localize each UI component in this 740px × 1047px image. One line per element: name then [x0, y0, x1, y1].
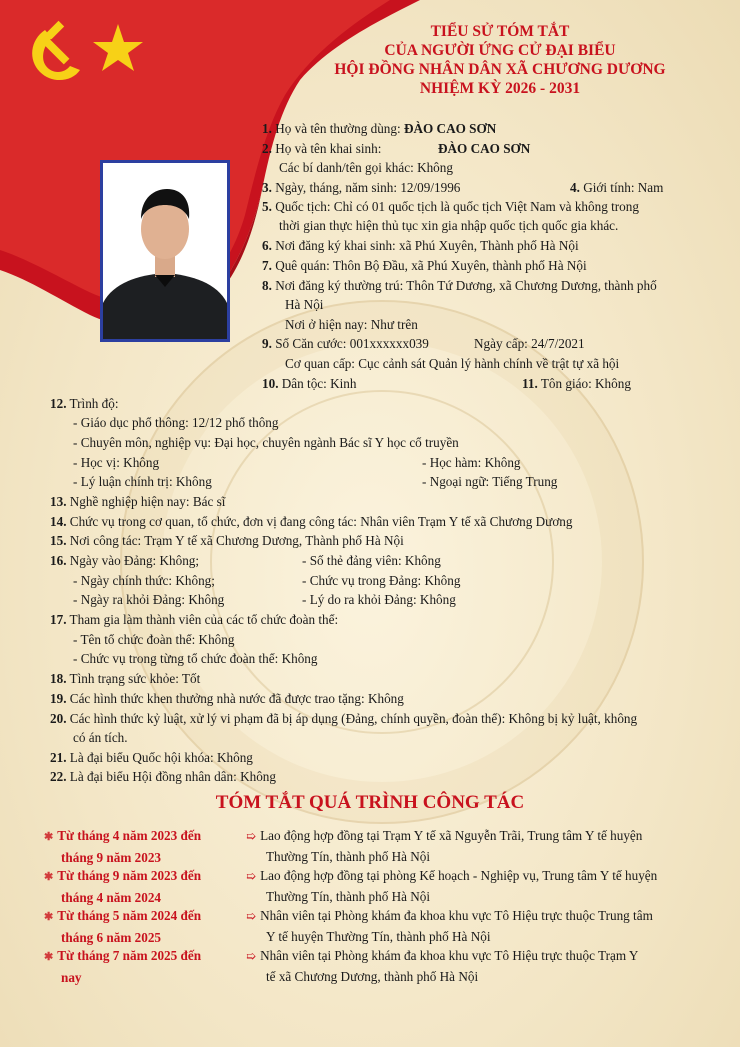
birth-name-value: ĐÀO CAO SƠN [438, 141, 531, 156]
bio-line-8: 8. Nơi đăng ký thường trú: Thôn Tứ Dương, xã Chương Dương, thành phố [262, 278, 657, 293]
arrow-icon: ➯ [246, 829, 257, 843]
bio-line-2b: Các bí danh/tên gọi khác: Không [279, 160, 453, 175]
work-item-3-time: ✱ Từ tháng 5 năm 2024 đến tháng 6 năm 2025 [44, 908, 202, 945]
title-line-4: NHIỆM KỲ 2026 - 2031 [419, 80, 581, 97]
bio-line-17b: - Chức vụ trong từng tổ chức đoàn thể: Không [73, 651, 318, 666]
bio-line-12d: - Lý luận chính trị: Không [73, 474, 212, 489]
bio-line-9b: Cơ quan cấp: Cục cảnh sát Quản lý hành chính về trật tự xã hội [285, 356, 620, 371]
bio-line-11: 11. Tôn giáo: Không [522, 376, 631, 391]
bio-line-1: 1. Họ và tên thường dùng: ĐÀO CAO SƠN [262, 121, 497, 136]
bio-line-12: 12. Trình độ: [50, 396, 119, 411]
bio-line-16b: - Ngày chính thức: Không; [73, 573, 215, 588]
bio-line-19: 19. Các hình thức khen thưởng nhà nước đã được trao tặng: Không [50, 691, 404, 706]
work-item-3-desc: ➯ Nhân viên tại Phòng khám đa khoa khu vực Tô Hiệu trực thuộc Trung tâm Y tế huyện Thường Tín, thành phố Hà Nội [246, 908, 653, 944]
bio-line-8c: Nơi ở hiện nay: Như trên [285, 317, 418, 332]
bio-line-21: 21. Là đại biểu Quốc hội khóa: Không [50, 750, 253, 765]
bio-line-15: 15. Nơi công tác: Trạm Y tế xã Chương Dương, Thành phố Hà Nội [50, 533, 404, 548]
bio-line-6: 6. Nơi đăng ký khai sinh: xã Phú Xuyên, Thành phố Hà Nội [262, 238, 579, 253]
work-item-2-desc: ➯ Lao động hợp đồng tại phòng Kế hoạch - Nghiệp vụ, Trung tâm Y tế huyện Thường Tín, thành phố Hà Nội [246, 868, 658, 904]
bio-line-12b: - Chuyên môn, nghiệp vụ: Đại học, chuyên ngành Bác sĩ Y học cổ truyền [73, 435, 459, 450]
work-item-4-time: ✱ Từ tháng 7 năm 2025 đến nay [44, 948, 202, 985]
arrow-icon: ➯ [246, 949, 257, 963]
work-history-title: TÓM TẮT QUÁ TRÌNH CÔNG TÁC [215, 792, 525, 813]
bio-line-12a: - Giáo dục phổ thông: 12/12 phổ thông [73, 415, 279, 430]
bio-line-4: 4. Giới tính: Nam [570, 180, 664, 195]
arrow-icon: ➯ [246, 869, 257, 883]
bio-line-20: 20. Các hình thức kỷ luật, xử lý vi phạm đã bị áp dụng (Đảng, chính quyền, đoàn thể): Không bị kỷ luật, không [50, 711, 638, 726]
arrow-icon: ➯ [246, 909, 257, 923]
document-title [300, 22, 700, 98]
bio-line-12c: - Học vị: Không [73, 455, 160, 470]
bio-line-9: 9. Số Căn cước: 001xxxxxx039 [262, 336, 429, 351]
bio-line-2: 2. Họ và tên khai sinh: [262, 141, 382, 156]
bio-line-10: 10. Dân tộc: Kinh [262, 376, 357, 391]
bullet-star-icon: ✱ [44, 871, 54, 883]
bio-line-12c2: - Học hàm: Không [422, 455, 521, 470]
bio-line-16c: - Ngày ra khỏi Đảng: Không [73, 592, 225, 607]
bio-line-8b: Hà Nội [285, 297, 324, 312]
bio-line-12d2: - Ngoại ngữ: Tiếng Trung [422, 474, 558, 489]
work-item-1-desc: ➯ Lao động hợp đồng tại Trạm Y tế xã Nguyễn Trãi, Trung tâm Y tế huyện Thường Tín, thành phố Hà Nội [246, 828, 643, 864]
bio-line-5: 5. Quốc tịch: Chỉ có 01 quốc tịch là quốc tịch Việt Nam và không trong [262, 199, 639, 214]
bio-line-17: 17. Tham gia làm thành viên của các tổ chức đoàn thể: [50, 612, 339, 627]
bio-line-13: 13. Nghề nghiệp hiện nay: Bác sĩ [50, 494, 226, 509]
bio-line-16cr: - Lý do ra khỏi Đảng: Không [302, 592, 456, 607]
bio-line-7: 7. Quê quán: Thôn Bộ Đầu, xã Phú Xuyên, thành phố Hà Nội [262, 258, 587, 273]
candidate-photo [100, 160, 230, 342]
title-line-3: HỘI ĐỒNG NHÂN DÂN XÃ CHƯƠNG DƯƠNG [334, 61, 666, 78]
bio-line-22: 22. Là đại biểu Hội đồng nhân dân: Không [50, 769, 276, 784]
bio-line-17a: - Tên tổ chức đoàn thể: Không [73, 632, 235, 647]
bio-line-16r: - Số thẻ đảng viên: Không [302, 553, 441, 568]
bullet-star-icon: ✱ [44, 831, 54, 843]
work-item-4-desc: ➯ Nhân viên tại Phòng khám đa khoa khu vực Tô Hiệu trực thuộc Trạm Y tế xã Chương Dương, thành phố Hà Nội [246, 948, 639, 984]
bio-line-18: 18. Tình trạng sức khỏe: Tốt [50, 671, 201, 686]
portrait-image [103, 163, 227, 339]
bullet-star-icon: ✱ [44, 911, 54, 923]
work-item-1-time: ✱ Từ tháng 4 năm 2023 đến tháng 9 năm 2023 [44, 828, 202, 865]
bio-line-16br: - Chức vụ trong Đảng: Không [302, 573, 461, 588]
bio-line-3: 3. Ngày, tháng, năm sinh: 12/09/1996 [262, 180, 461, 195]
bio-line-5b: thời gian thực hiện thủ tục xin gia nhập quốc tịch quốc gia khác. [279, 218, 619, 233]
id-issue-date: Ngày cấp: 24/7/2021 [474, 336, 585, 351]
bio-line-14: 14. Chức vụ trong cơ quan, tổ chức, đơn vị đang công tác: Nhân viên Trạm Y tế xã Chương Dương [50, 514, 573, 529]
bio-line-20b: có án tích. [73, 730, 128, 745]
bullet-star-icon: ✱ [44, 951, 54, 963]
title-line-2: CỦA NGƯỜI ỨNG CỬ ĐẠI BIỂU [384, 42, 616, 59]
work-item-2-time: ✱ Từ tháng 9 năm 2023 đến tháng 4 năm 2024 [44, 868, 202, 905]
bio-line-16: 16. Ngày vào Đảng: Không; [50, 553, 200, 568]
title-line-1: TIỂU SỬ TÓM TẮT [430, 23, 570, 40]
